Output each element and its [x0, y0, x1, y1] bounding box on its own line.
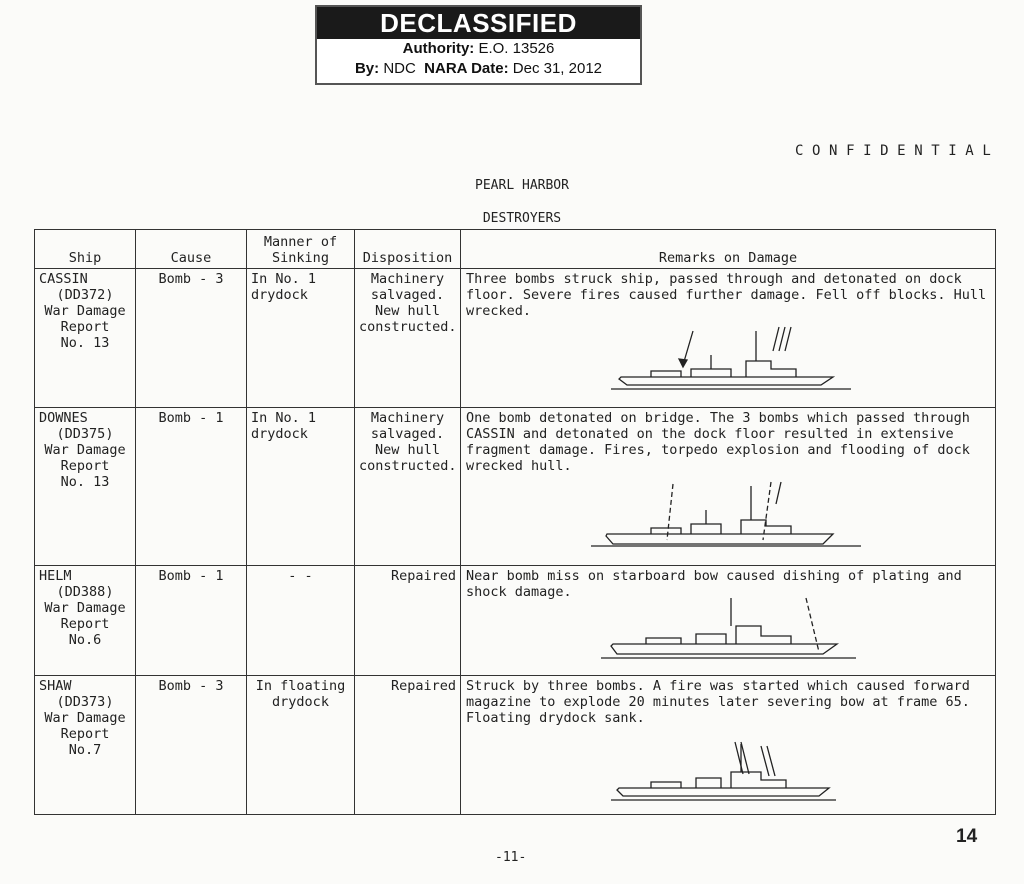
manner-cell: - - [247, 566, 355, 676]
remarks-cell: Struck by three bombs. A fire was started which caused forward magazine to explode 20 minutes later severing bow at frame 65. Floating drydock sank. [461, 676, 996, 815]
header-ship: Ship [35, 230, 136, 269]
manner-cell: In No. 1 drydock [247, 408, 355, 566]
ship-cell: CASSIN (DD372) War Damage Report No. 13 [35, 269, 136, 408]
page-subtitle: DESTROYERS [482, 211, 562, 226]
page-title: PEARL HARBOR [475, 178, 569, 193]
table-header-row [35, 230, 996, 269]
disposition-cell: Repaired [355, 566, 461, 676]
table-row [35, 408, 996, 566]
stamp-by-date: By: NDC NARA Date: Dec 31, 2012 [354, 60, 603, 77]
damage-table [34, 229, 996, 815]
sheet-number: 14 [956, 826, 978, 847]
helm-damage-diagram [601, 596, 861, 668]
manner-cell: In floating drydock [247, 676, 355, 815]
stamp-heading: DECLASSIFIED [317, 7, 640, 39]
remarks-cell: Near bomb miss on starboard bow caused dishing of plating and shock damage. [461, 566, 996, 676]
shaw-damage-diagram [611, 738, 851, 810]
table-row [35, 676, 996, 815]
remarks-cell: One bomb detonated on bridge. The 3 bombs which passed through CASSIN and detonated on the dock floor resulted in extensive fragment damage. Fires, torpedo explosion and flooding of dock wrecked hull. [461, 408, 996, 566]
cause-cell: Bomb - 1 [136, 408, 247, 566]
declassified-stamp [315, 5, 642, 85]
remarks-cell: Three bombs struck ship, passed through and detonated on dock floor. Severe fires caused further damage. Fell off blocks. Hull wrecked. [461, 269, 996, 408]
ship-cell: HELM (DD388) War Damage Report No.6 [35, 566, 136, 676]
table-row [35, 269, 996, 408]
classification-marking: CONFIDENTIAL [795, 143, 1000, 159]
ship-cell: DOWNES (DD375) War Damage Report No. 13 [35, 408, 136, 566]
table-row [35, 566, 996, 676]
cassin-damage-diagram [611, 325, 851, 397]
disposition-cell: Machinery salvaged. New hull constructed. [355, 269, 461, 408]
stamp-authority: Authority: E.O. 13526 [402, 40, 555, 57]
ship-cell: SHAW (DD373) War Damage Report No.7 [35, 676, 136, 815]
cause-cell: Bomb - 1 [136, 566, 247, 676]
disposition-cell: Repaired [355, 676, 461, 815]
downes-damage-diagram [591, 480, 861, 556]
cause-cell: Bomb - 3 [136, 676, 247, 815]
header-remarks: Remarks on Damage [461, 230, 996, 269]
cause-cell: Bomb - 3 [136, 269, 247, 408]
page-number: -11- [495, 850, 527, 865]
header-cause: Cause [136, 230, 247, 269]
disposition-cell: Machinery salvaged. New hull constructed. [355, 408, 461, 566]
manner-cell: In No. 1 drydock [247, 269, 355, 408]
header-disposition: Disposition [355, 230, 461, 269]
header-manner: Manner of Sinking [247, 230, 355, 269]
